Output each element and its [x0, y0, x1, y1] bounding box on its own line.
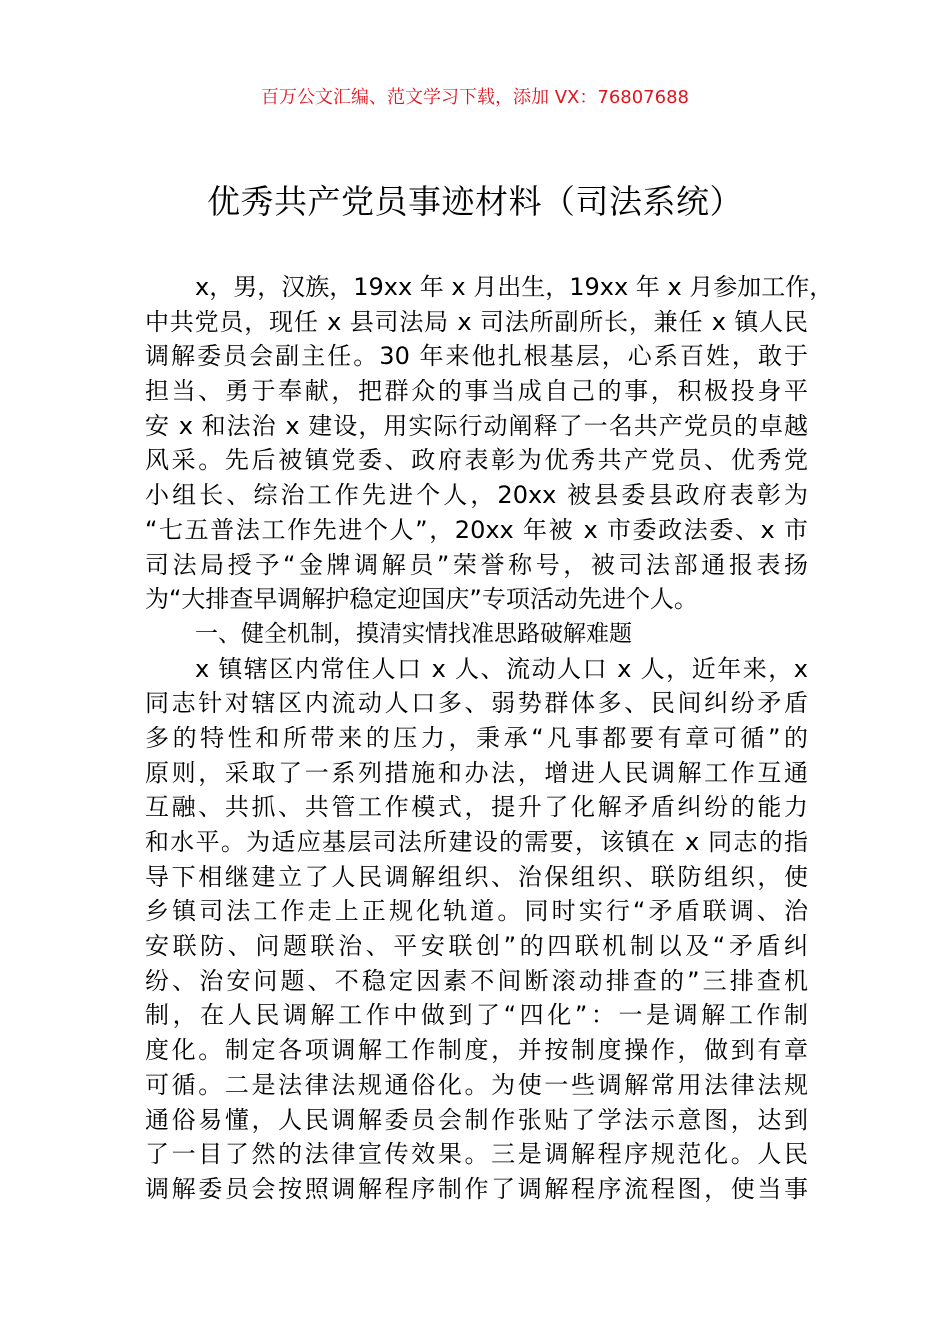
text-line: 原则，采取了一系列措施和办法，增进人民调解工作互通 — [145, 758, 808, 787]
section-heading: 一、健全机制，摸清实情找准思路破解难题 — [195, 620, 632, 647]
text-line: 司法局授予“金牌调解员”荣誉称号，被司法部通报表扬 — [145, 550, 808, 579]
text-line: 调解委员会副主任。30 年来他扎根基层，心系百姓，敢于 — [145, 342, 808, 371]
text-line: 纷、治安问题、不稳定因素不间断滚动排查的”三排查机 — [145, 966, 808, 995]
text-line: x 镇辖区内常住人口 x 人、流动人口 x 人，近年来，x — [195, 654, 808, 683]
text-line: 了一目了然的法律宣传效果。三是调解程序规范化。人民 — [145, 1140, 808, 1169]
text-line: 中共党员，现任 x 县司法局 x 司法所副所长，兼任 x 镇人民 — [145, 307, 808, 336]
document-title: 优秀共产党员事迹材料（司法系统） — [207, 182, 743, 221]
text-line: 多的特性和所带来的压力，秉承“凡事都要有章可循”的 — [145, 723, 808, 752]
watermark-header: 百万公文汇编、范文学习下载，添加 VX：76807688 — [261, 87, 689, 108]
text-line: 调解委员会按照调解程序制作了调解程序流程图，使当事 — [145, 1174, 808, 1203]
text-line: 和水平。为适应基层司法所建设的需要，该镇在 x 同志的指 — [145, 828, 808, 856]
text-line: 制，在人民调解工作中做到了“四化”：一是调解工作制 — [145, 1001, 808, 1030]
text-line: 度化。制定各项调解工作制度，并按制度操作，做到有章 — [145, 1036, 808, 1065]
text-line: 为“大排查早调解护稳定迎国庆”专项活动先进个人。 — [145, 585, 698, 614]
text-line: “七五普法工作先进个人”，20xx 年被 x 市委政法委、x 市 — [145, 515, 808, 544]
paragraph-intro — [145, 270, 834, 617]
text-line: 安 x 和法治 x 建设，用实际行动阐释了一名共产党员的卓越 — [145, 411, 808, 440]
text-line: 通俗易懂，人民调解委员会制作张贴了学法示意图，达到 — [145, 1105, 808, 1134]
text-line: x，男，汉族，19xx 年 x 月出生，19xx 年 x 月参加工作， — [195, 273, 834, 301]
text-line: 导下相继建立了人民调解组织、治保组织、联防组织，使 — [145, 862, 808, 891]
text-line: 同志针对辖区内流动人口多、弱势群体多、民间纠纷矛盾 — [145, 689, 808, 718]
text-line: 互融、共抓、共管工作模式，提升了化解矛盾纠纷的能力 — [145, 793, 808, 822]
text-line: 小组长、综治工作先进个人，20xx 被县委县政府表彰为 — [145, 481, 808, 510]
text-line: 可循。二是法律法规通俗化。为使一些调解常用法律法规 — [145, 1070, 808, 1099]
document-body — [145, 270, 834, 1207]
text-line: 担当、勇于奉献，把群众的事当成自己的事，积极投身平 — [145, 377, 808, 406]
text-line: 风采。先后被镇党委、政府表彰为优秀共产党员、优秀党 — [145, 446, 808, 475]
paragraph-mechanism — [145, 652, 808, 1207]
text-line: 乡镇司法工作走上正规化轨道。同时实行“矛盾联调、治 — [145, 897, 808, 926]
text-line: 安联防、问题联治、平安联创”的四联机制以及“矛盾纠 — [145, 932, 808, 961]
